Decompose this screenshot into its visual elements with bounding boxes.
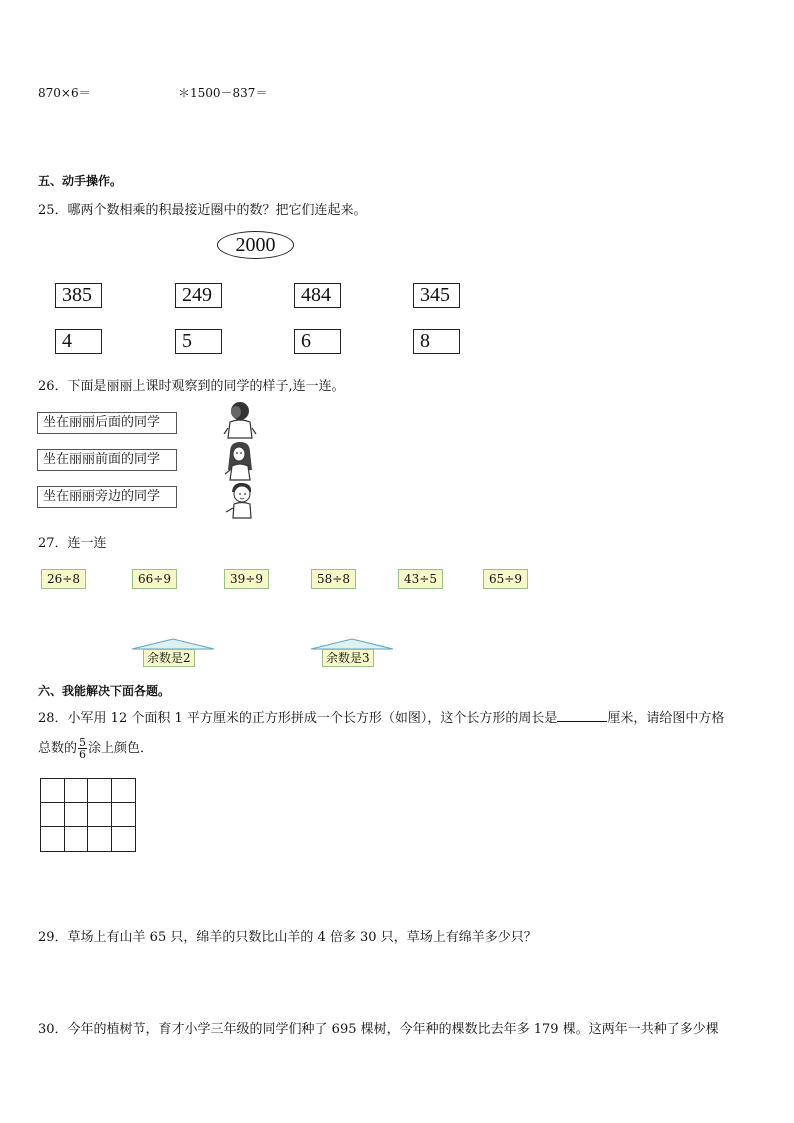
square-grid-3x4[interactable] bbox=[40, 778, 136, 852]
grid-cell[interactable] bbox=[112, 803, 136, 827]
remainder-house-3[interactable]: 余数是3 bbox=[322, 649, 374, 667]
label-side-student[interactable]: 坐在丽丽旁边的同学 bbox=[37, 486, 177, 508]
number-box-484[interactable]: 484 bbox=[294, 283, 341, 308]
q29-text: 29．草场上有山羊 65 只，绵羊的只数比山羊的 4 倍多 30 只，草场上有绵羊多少只？ bbox=[38, 930, 537, 945]
number-box-385[interactable]: 385 bbox=[55, 283, 102, 308]
calc-870x6: 870×6＝ bbox=[38, 86, 91, 100]
number-box-5[interactable]: 5 bbox=[175, 329, 222, 354]
grid-cell[interactable] bbox=[65, 803, 89, 827]
label-behind-student[interactable]: 坐在丽丽后面的同学 bbox=[37, 412, 177, 434]
division-card-65-9[interactable]: 65÷9 bbox=[483, 569, 528, 589]
grid-cell[interactable] bbox=[88, 779, 112, 803]
division-card-26-8[interactable]: 26÷8 bbox=[41, 569, 86, 589]
fraction-denominator: 6 bbox=[79, 748, 87, 761]
grid-cell[interactable] bbox=[41, 827, 65, 851]
calc-1500-837: ＊1500－837＝ bbox=[178, 86, 268, 100]
student-side-view-icon[interactable] bbox=[224, 480, 260, 522]
division-card-66-9[interactable]: 66÷9 bbox=[132, 569, 177, 589]
q30-text: 30．今年的植树节，育才小学三年级的同学们种了 695 棵树，今年种的棵数比去年多 179 棵。这两年一共种了多少棵 bbox=[38, 1022, 719, 1037]
q26-text: 26．下面是丽丽上课时观察到的同学的样子,连一连。 bbox=[38, 379, 345, 394]
q28-text-part1: 28．小军用 12 个面积 1 平方厘米的正方形拼成一个长方形（如图），这个长方形的周长是 bbox=[38, 711, 558, 726]
grid-cell[interactable] bbox=[65, 779, 89, 803]
q28-text-part3: 总数的 bbox=[38, 741, 78, 756]
student-back-view-icon[interactable] bbox=[222, 400, 258, 442]
grid-cell[interactable] bbox=[88, 827, 112, 851]
q28-line2 bbox=[38, 737, 153, 760]
grid-cell[interactable] bbox=[41, 803, 65, 827]
fraction-numerator: 5 bbox=[79, 736, 87, 749]
q28-line1 bbox=[38, 707, 724, 726]
q28-text-part2: 厘米，请给图中方格 bbox=[607, 711, 725, 726]
section5-heading: 五、动手操作。 bbox=[38, 174, 123, 188]
q27-text: 27．连一连 bbox=[38, 536, 107, 551]
grid-cell[interactable] bbox=[112, 779, 136, 803]
grid-cell[interactable] bbox=[88, 803, 112, 827]
student-front-view-icon[interactable] bbox=[222, 440, 258, 482]
section6-heading: 六、我能解决下面各题。 bbox=[38, 684, 171, 698]
remainder-house-2[interactable]: 余数是2 bbox=[143, 649, 195, 667]
number-box-8[interactable]: 8 bbox=[413, 329, 460, 354]
fraction-five-sixths bbox=[78, 737, 87, 760]
target-circle[interactable]: 2000 bbox=[217, 231, 294, 259]
grid-cell[interactable] bbox=[41, 779, 65, 803]
division-card-39-9[interactable]: 39÷9 bbox=[224, 569, 269, 589]
division-card-43-5[interactable]: 43÷5 bbox=[398, 569, 443, 589]
answer-blank[interactable] bbox=[557, 709, 607, 722]
number-box-4[interactable]: 4 bbox=[55, 329, 102, 354]
number-box-249[interactable]: 249 bbox=[175, 283, 222, 308]
grid-cell[interactable] bbox=[112, 827, 136, 851]
q25-text: 25．哪两个数相乘的积最接近圈中的数？把它们连起来。 bbox=[38, 203, 367, 218]
grid-cell[interactable] bbox=[65, 827, 89, 851]
label-front-student[interactable]: 坐在丽丽前面的同学 bbox=[37, 449, 177, 471]
number-box-345[interactable]: 345 bbox=[413, 283, 460, 308]
number-box-6[interactable]: 6 bbox=[294, 329, 341, 354]
q28-text-part4: 涂上颜色． bbox=[88, 741, 154, 756]
division-card-58-8[interactable]: 58÷8 bbox=[311, 569, 356, 589]
